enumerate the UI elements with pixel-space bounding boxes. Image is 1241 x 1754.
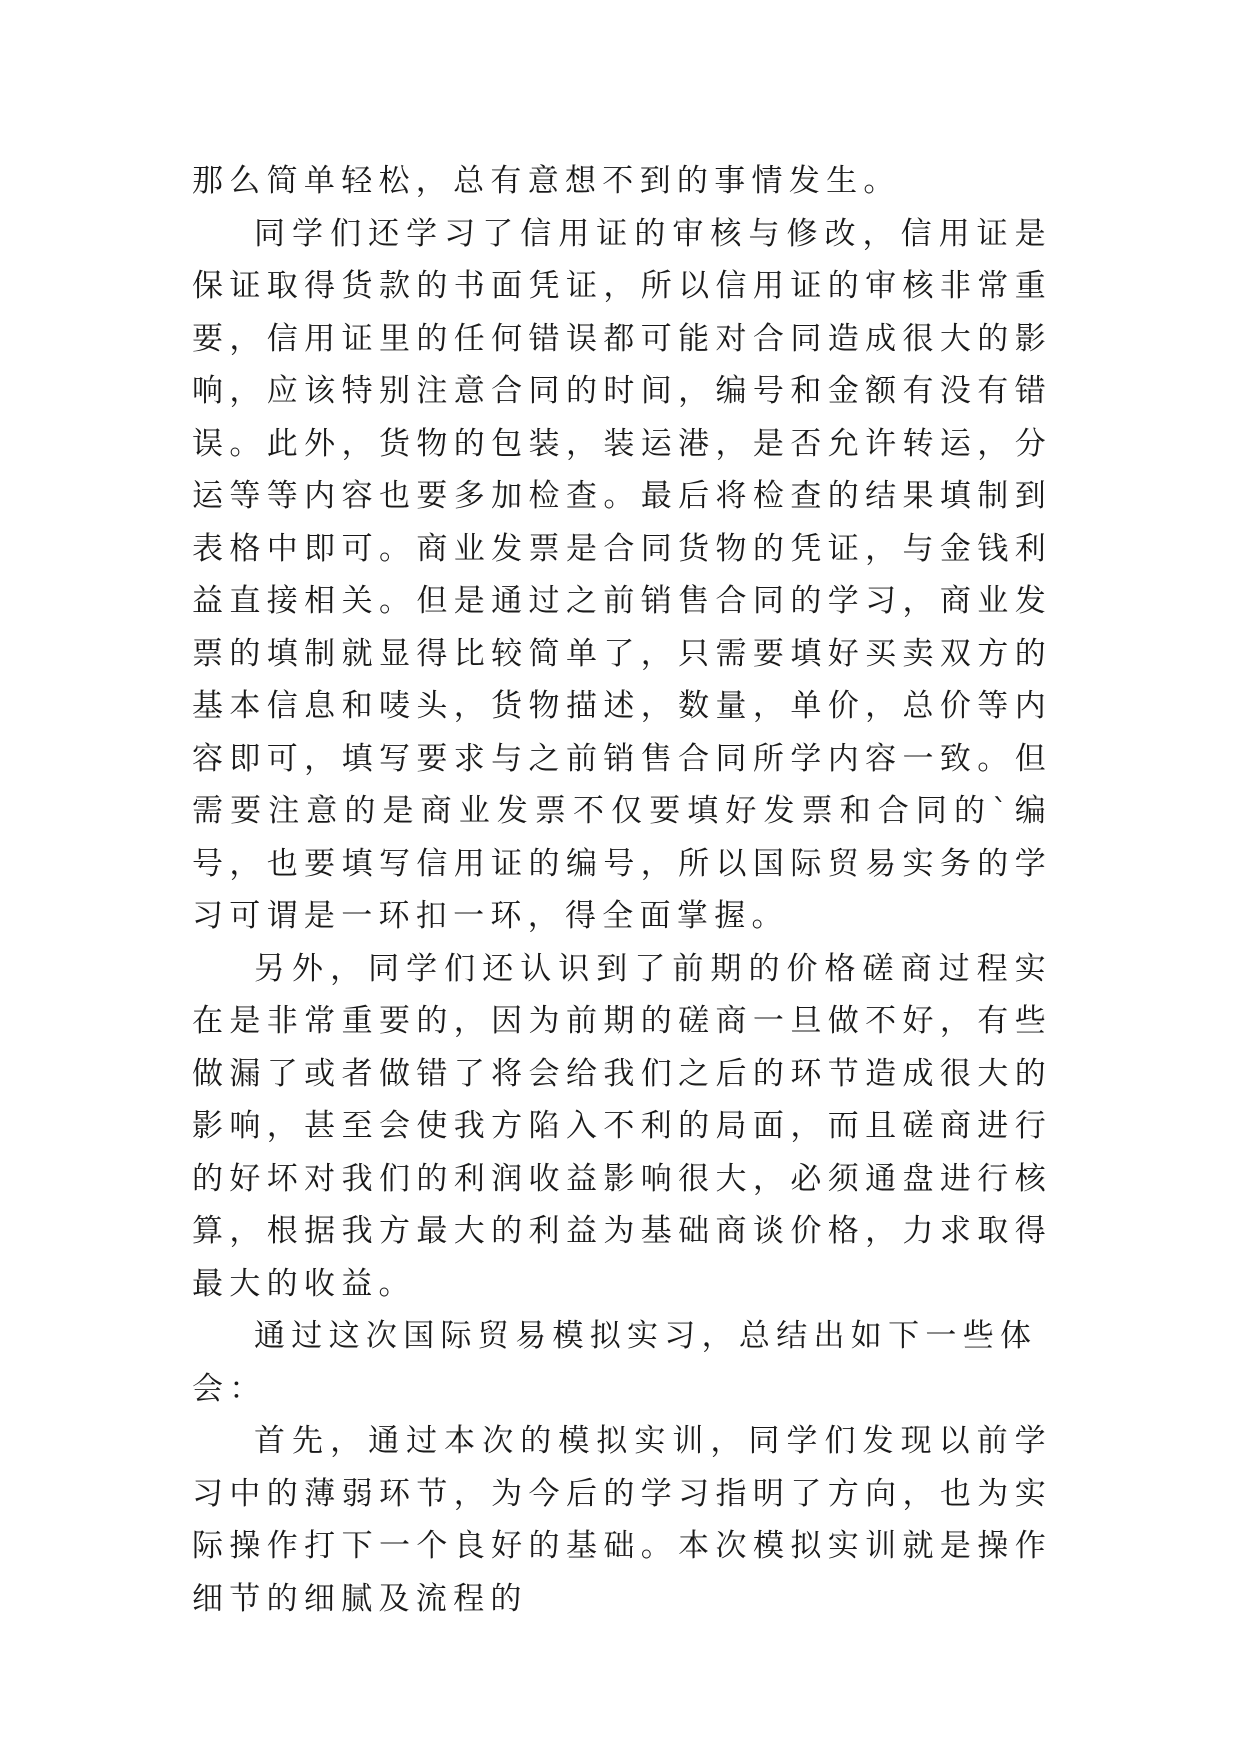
paragraph-letter-of-credit: 同学们还学习了信用证的审核与修改，信用证是保证取得货款的书面凭证，所以信用证的审核非常重要，信用证里的任何错误都可能对合同造成很大的影响，应该特别注意合同的时间，编号和金额有没有错误。此外，货物的包装，装运港，是否允许转运，分运等等内容也要多加检查。最后将检查的结果填制到表格中即可。商业发票是合同货物的凭证，与金钱利益直接相关。但是通过之前销售合同的学习，商业发票的填制就显得比较简单了，只需要填好买卖双方的基本信息和唛头，货物描述，数量，单价，总价等内容即可，填写要求与之前销售合同所学内容一致。但需要注意的是商业发票不仅要填好发票和合同的`编号，也要填写信用证的编号，所以国际贸易实务的学习可谓是一环扣一环，得全面掌握。 — [192, 215, 1052, 934]
paragraph-price-negotiation: 另外，同学们还认识到了前期的价格磋商过程实在是非常重要的，因为前期的磋商一旦做不好，有些做漏了或者做错了将会给我们之后的环节造成很大的影响，甚至会使我方陷入不利的局面，而且磋商进行的好坏对我们的利润收益影响很大，必须通盘进行核算，根据我方最大的利益为基础商谈价格，力求取得最大的收益。 — [192, 950, 1052, 1302]
paragraph-continuation: 那么简单轻松，总有意想不到的事情发生。 — [192, 163, 901, 199]
document-body — [192, 155, 1052, 1625]
paragraph-first-point: 首先，通过本次的模拟实训，同学们发现以前学习中的薄弱环节，为今后的学习指明了方向，也为实际操作打下一个良好的基础。本次模拟实训就是操作细节的细腻及流程的 — [192, 1423, 1052, 1617]
paragraph-summary-intro: 通过这次国际贸易模拟实习，总结出如下一些体会： — [192, 1318, 1038, 1407]
